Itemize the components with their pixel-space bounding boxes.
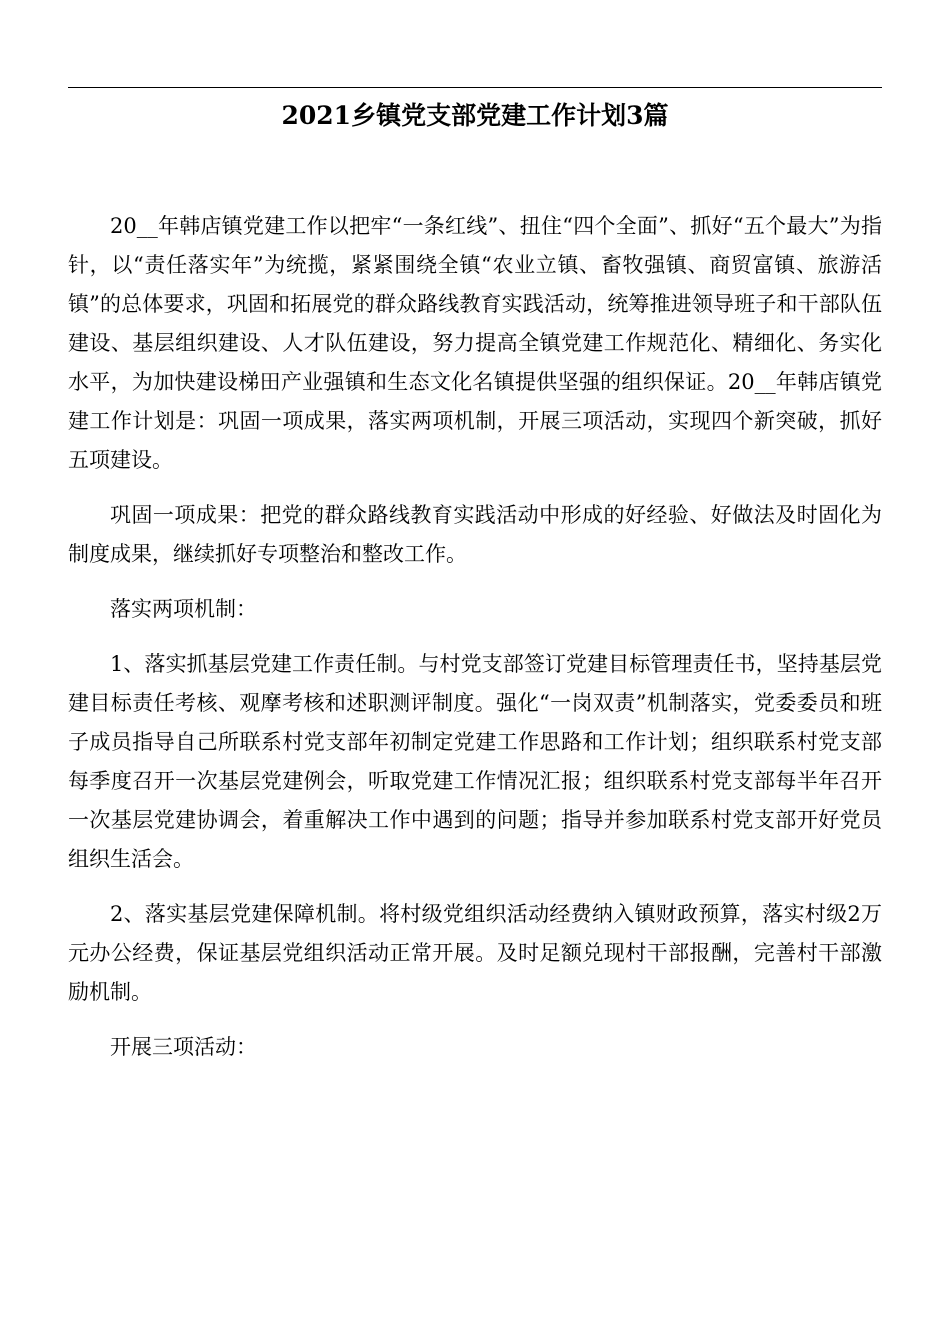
paragraph-three-activities-heading: 开展三项活动： xyxy=(110,1035,257,1059)
paragraph-intro: 20__年韩店镇党建工作以把牢“一条红线”、扭住“四个全面”、抓好“五个最大”为指针，以“责任落实年”为统揽，紧紧围绕全镇“农业立镇、畜牧强镇、商贸富镇、旅游活镇”的总体要求，巩固和拓展党的群众路线教育实践活动，统筹推进领导班子和干部队伍建设、基层组织建设、人才队伍建设，努力提高全镇党建工作规范化、精细化、务实化水平，为加快建设梯田产业强镇和生态文化名镇提供坚强的组织保证。20__年韩店镇党建工作计划是：巩固一项成果，落实两项机制，开展三项活动，实现四个新突破，抓好五项建设。 xyxy=(68,214,882,472)
paragraph-two-mechanisms-heading: 落实两项机制： xyxy=(110,597,257,621)
paragraph-consolidate-achievement: 巩固一项成果：把党的群众路线教育实践活动中形成的好经验、好做法及时固化为制度成果，继续抓好专项整治和整改工作。 xyxy=(68,503,882,566)
header-rule xyxy=(68,87,882,88)
paragraph-mechanism-1: 1、落实抓基层党建工作责任制。与村党支部签订党建目标管理责任书，坚持基层党建目标责任考核、观摩考核和述职测评制度。强化“一岗双责”机制落实，党委委员和班子成员指导自己所联系村党支部年初制定党建工作思路和工作计划；组织联系村党支部每季度召开一次基层党建例会，听取党建工作情况汇报；组织联系村党支部每半年召开一次基层党建协调会，着重解决工作中遇到的问题；指导并参加联系村党支部开好党员组织生活会。 xyxy=(68,652,882,871)
document-title: 2021乡镇党支部党建工作计划3篇 xyxy=(281,101,669,130)
paragraph-mechanism-2: 2、落实基层党建保障机制。将村级党组织活动经费纳入镇财政预算，落实村级2万元办公经费，保证基层党组织活动正常开展。及时足额兑现村干部报酬，完善村干部激励机制。 xyxy=(68,902,882,1004)
document-body xyxy=(68,207,882,1083)
